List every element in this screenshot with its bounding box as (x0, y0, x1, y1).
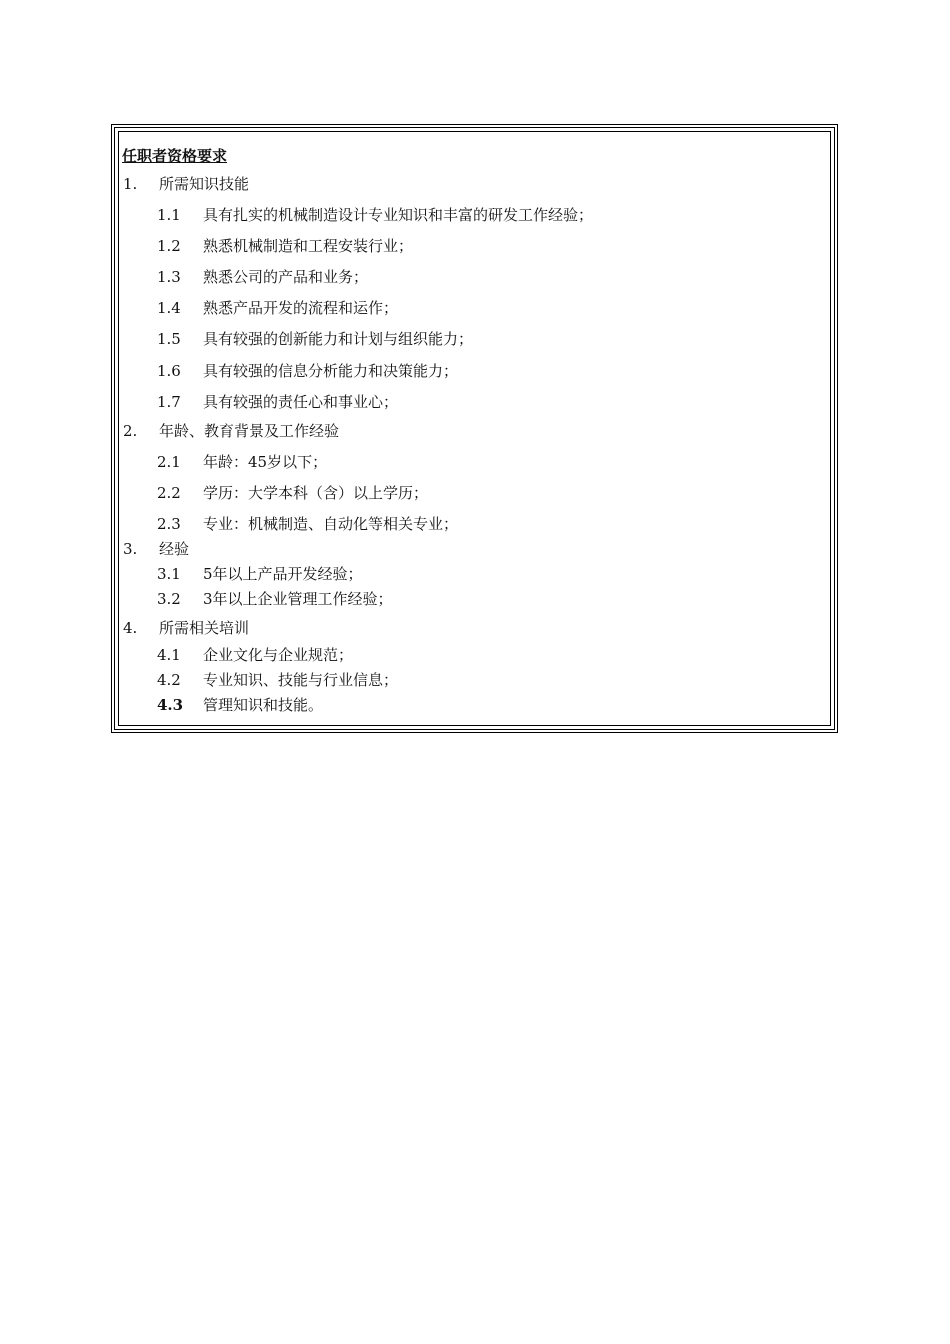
list-item (157, 205, 593, 225)
item-number: 4.3 (157, 696, 184, 714)
section-4-heading (123, 618, 249, 638)
list-item (157, 695, 323, 715)
item-text: 专业：机械制造、自动化等相关专业； (203, 515, 459, 533)
item-text: 管理知识和技能。 (203, 696, 324, 714)
list-item (157, 267, 368, 287)
list-item (157, 392, 398, 412)
item-text: 企业文化与企业规范； (203, 646, 354, 664)
item-number: 3.1 (157, 565, 181, 583)
item-number: 1.5 (157, 330, 181, 348)
list-item (157, 645, 353, 665)
list-item (157, 514, 458, 534)
item-text: 具有较强的创新能力和计划与组织能力； (203, 330, 474, 348)
list-item (157, 452, 327, 472)
item-text: 熟悉公司的产品和业务； (203, 268, 369, 286)
list-item (157, 564, 363, 584)
item-text: 熟悉机械制造和工程安装行业； (203, 237, 414, 255)
item-text: 具有较强的责任心和事业心； (203, 393, 399, 411)
list-item (157, 670, 398, 690)
list-item (157, 329, 473, 349)
item-number: 3.2 (157, 590, 181, 608)
item-number: 1.6 (157, 362, 181, 380)
list-item (157, 483, 428, 503)
section-number: 2. (123, 422, 138, 440)
item-number: 2.1 (157, 453, 181, 471)
section-label: 年龄、教育背景及工作经验 (159, 422, 340, 440)
item-text: 3年以上企业管理工作经验； (203, 590, 393, 608)
section-label: 所需知识技能 (159, 175, 250, 193)
item-text: 具有较强的信息分析能力和决策能力； (203, 362, 459, 380)
item-text: 5年以上产品开发经验； (203, 565, 363, 583)
item-text: 年龄：45岁以下； (203, 453, 328, 471)
item-number: 1.4 (157, 299, 181, 317)
item-number: 1.7 (157, 393, 181, 411)
item-number: 4.2 (157, 671, 181, 689)
list-item (157, 236, 413, 256)
section-number: 3. (123, 540, 138, 558)
section-title: 任职者资格要求 (122, 147, 228, 165)
item-number: 2.3 (157, 515, 181, 533)
item-number: 4.1 (157, 646, 181, 664)
section-3-heading (123, 539, 189, 559)
section-number: 1. (123, 175, 138, 193)
item-text: 熟悉产品开发的流程和运作； (203, 299, 399, 317)
item-number: 1.3 (157, 268, 181, 286)
item-text: 专业知识、技能与行业信息； (203, 671, 399, 689)
item-number: 2.2 (157, 484, 181, 502)
list-item (157, 589, 393, 609)
list-item (157, 361, 458, 381)
item-text: 具有扎实的机械制造设计专业知识和丰富的研发工作经验； (203, 206, 594, 224)
section-label: 经验 (159, 540, 190, 558)
section-label: 所需相关培训 (159, 619, 250, 637)
section-number: 4. (123, 619, 138, 637)
item-number: 1.1 (157, 206, 181, 224)
item-text: 学历：大学本科（含）以上学历； (203, 484, 429, 502)
section-1-heading (123, 174, 249, 194)
section-2-heading (123, 421, 339, 441)
list-item (157, 298, 398, 318)
item-number: 1.2 (157, 237, 181, 255)
